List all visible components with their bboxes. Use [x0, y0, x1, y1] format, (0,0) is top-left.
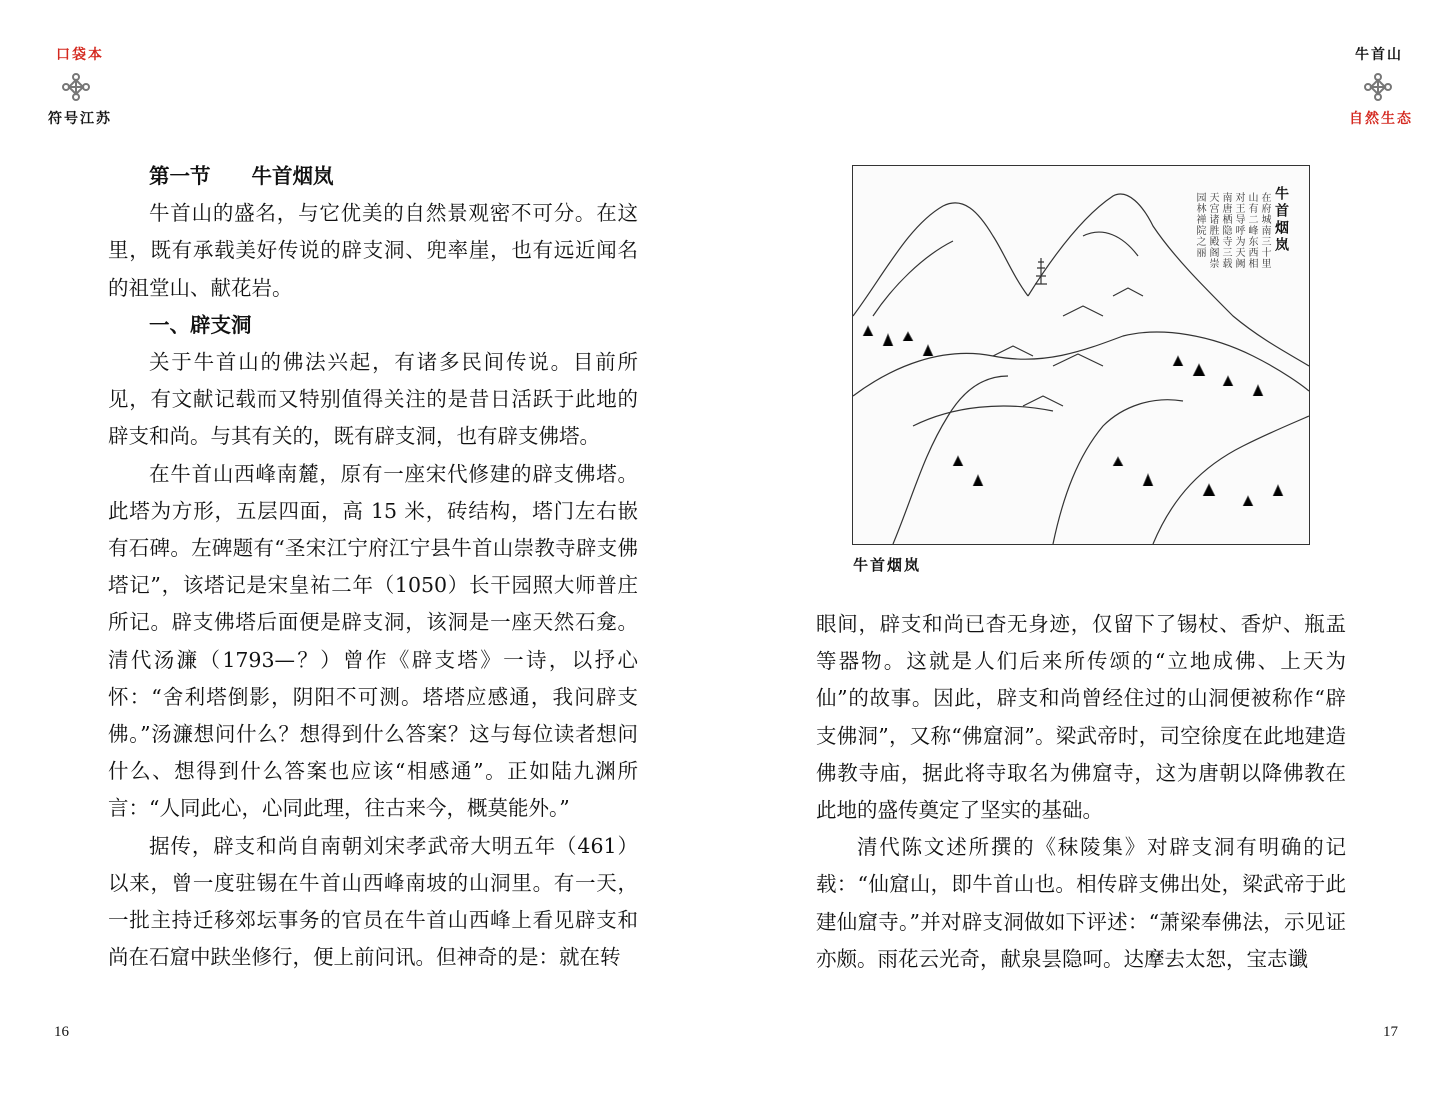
left-ornament-icon [62, 73, 90, 101]
paragraph: 清代陈文述所撰的《秣陵集》对辟支洞有明确的记载：“仙窟山，即牛首山也。相传辟支佛出处，梁武帝于此建仙窟寺。”并对辟支洞做如下评述：“萧梁奉佛法，示见证亦颇。雨花云光奇，献泉昙隐呵。达摩去太恕，宝志谶 [816, 835, 1346, 971]
inscription-line: 山有二峰东西相 [1246, 192, 1257, 269]
right-ornament-icon [1364, 73, 1392, 101]
inscription-line: 天宫诸胜殿阁崇 [1207, 192, 1218, 269]
right-header-bottom: 自然生态 [1349, 111, 1413, 127]
figure-caption: 牛首烟岚 [853, 556, 922, 574]
left-body [108, 158, 638, 976]
subsection-title: 一、辟支洞 [149, 312, 252, 337]
figure-inscription-title: 牛首烟岚 [1273, 186, 1289, 254]
figure-inscription-text [1193, 192, 1271, 269]
inscription-line: 园林禅院之丽 [1194, 192, 1205, 258]
inscription-line: 对王导呼为天阙 [1233, 192, 1244, 269]
right-header-top: 牛首山 [1355, 47, 1403, 63]
paragraph: 牛首山的盛名，与它优美的自然景观密不可分。在这里，既有承载美好传说的辟支洞、兜率崖，也有远近闻名的祖堂山、献花岩。 [108, 201, 638, 300]
left-page-number: 16 [54, 1024, 69, 1040]
right-body [816, 606, 1346, 978]
inscription-line: 南唐栖隐寺三载 [1220, 192, 1231, 269]
paragraph: 在牛首山西峰南麓，原有一座宋代修建的辟支佛塔。此塔为方形，五层四面，高 15 米，砖结构，塔门左右嵌有石碑。左碑题有“圣宋江宁府江宁县牛首山崇教寺辟支佛塔记”，该塔记是宋皇祐二年（1050）长干园照大师普庄所记。辟支佛塔后面便是辟支洞，该洞是一座天然石龛。清代汤濂（1793—？）曾作《辟支塔》一诗，以抒心怀：“舍利塔倒影，阴阳不可测。塔塔应感通，我问辟支佛。”汤濂想问什么？想得到什么答案？这与每位读者想问什么、想得到什么答案也应该“相感通”。正如陆九渊所言：“人同此心，心同此理，往古来今，概莫能外。” [108, 461, 638, 821]
right-page-number: 17 [1383, 1024, 1398, 1040]
left-header-top: 口袋本 [56, 47, 104, 63]
paragraph: 眼间，辟支和尚已杳无身迹，仅留下了锡杖、香炉、瓶盂等器物。这就是人们后来所传颂的“立地成佛、上天为仙”的故事。因此，辟支和尚曾经住过的山洞便被称作“辟支佛洞”，又称“佛窟洞”。梁武帝时，司空徐度在此地建造佛教寺庙，据此将寺取名为佛窟寺，这为唐朝以降佛教在此地的盛传奠定了坚实的基础。 [816, 612, 1346, 823]
paragraph: 关于牛首山的佛法兴起，有诸多民间传说。目前所见，有文献记载而又特别值得关注的是昔日活跃于此地的辟支和尚。与其有关的，既有辟支洞，也有辟支佛塔。 [108, 350, 638, 449]
inscription-line: 在府城南三十里 [1259, 192, 1270, 269]
paragraph: 据传，辟支和尚自南朝刘宋孝武帝大明五年（461）以来，曾一度驻锡在牛首山西峰南坡的山洞里。有一天，一批主持迁移郊坛事务的官员在牛首山西峰上看见辟支和尚在石窟中趺坐修行，便上前问讯。但神奇的是：就在转 [108, 833, 638, 970]
left-header-bottom: 符号江苏 [48, 111, 112, 127]
landscape-illustration [852, 165, 1310, 545]
section-title: 第一节 牛首烟岚 [149, 164, 334, 188]
